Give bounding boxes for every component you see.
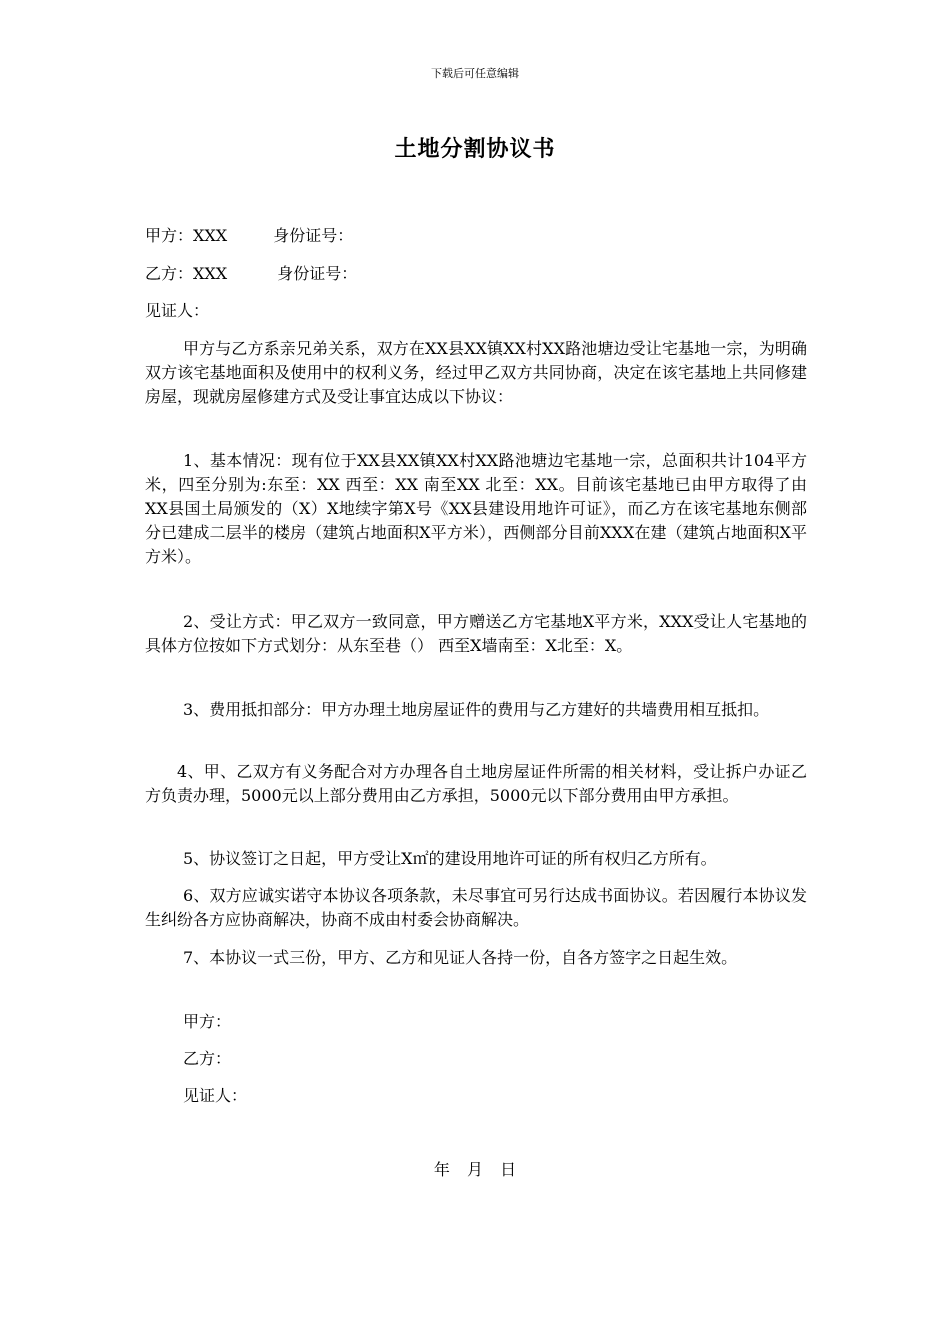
signature-party-b: 乙方： (183, 1049, 232, 1068)
paragraph-clause-5: 5、协议签订之日起，甲方受让X㎡的建设用地许可证的所有权归乙方所有。 (183, 849, 717, 868)
party-a-id-label: 身份证号： (273, 226, 354, 245)
party-a-name: 甲方：XXX (145, 226, 228, 245)
paragraph-clause-2: 2、受让方式：甲乙双方一致同意，甲方赠送乙方宅基地X平方米，XXX受让人宅基地的具体方位按如下方式划分：从东至巷（） 西至X墙南至：X北至：X。 (145, 612, 807, 655)
paragraph-clause-1: 1、基本情况：现有位于XX县XX镇XX村XX路池塘边宅基地一宗，总面积共计104平方米，四至分别为:东至：XX 西至：XX 南至XX 北至：XX。目前该宅基地已由甲方取得了由XX县国土局颁发的（X）X地续字第X号《XX县建设用地许可证》，而乙方在该宅基地东侧部分已建成二层半的楼房（建筑占地面积X平方米），西侧部分目前XXX在建（建筑占地面积X平方米）。 (145, 451, 807, 566)
header-note: 下载后可任意编辑 (431, 67, 519, 80)
witness-line: 见证人： (145, 301, 210, 320)
party-b-line (145, 262, 357, 286)
paragraph-clause-7: 7、本协议一式三份，甲方、乙方和见证人各持一份，自各方签字之日起生效。 (183, 948, 738, 967)
signature-witness: 见证人： (183, 1086, 248, 1105)
signature-party-a: 甲方： (183, 1012, 232, 1031)
document-title: 土地分割协议书 (394, 136, 556, 162)
party-a-line (145, 224, 353, 248)
paragraph-clause-6: 6、双方应诚实诺守本协议各项条款，未尽事宜可另行达成书面协议。若因履行本协议发生纠纷各方应协商解决，协商不成由村委会协商解决。 (145, 886, 807, 929)
date-line: 年 月 日 (433, 1160, 517, 1179)
paragraph-clause-4: 4、甲、乙双方有义务配合对方办理各自土地房屋证件所需的相关材料，受让拆户办证乙方负责办理，5000元以上部分费用由乙方承担，5000元以下部分费用由甲方承担。 (145, 762, 807, 805)
party-b-name: 乙方：XXX (145, 264, 228, 283)
party-b-id-label: 身份证号： (277, 264, 358, 283)
paragraph-intro: 甲方与乙方系亲兄弟关系，双方在XX县XX镇XX村XX路池塘边受让宅基地一宗，为明确双方该宅基地面积及使用中的权利义务，经过甲乙双方共同协商，决定在该宅基地上共同修建房屋，现就房屋修建方式及受让事宜达成以下协议： (145, 339, 807, 406)
paragraph-clause-3: 3、费用抵扣部分：甲方办理土地房屋证件的费用与乙方建好的共墙费用相互抵扣。 (183, 700, 770, 719)
